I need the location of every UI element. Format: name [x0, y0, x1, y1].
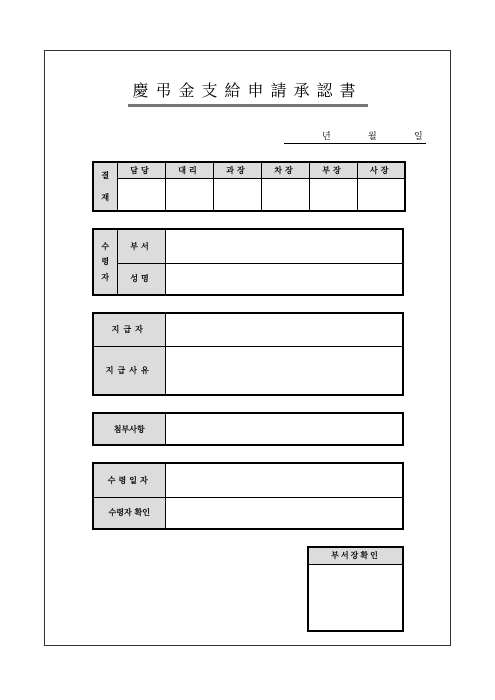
title-underline — [128, 104, 368, 107]
recipient-side-label — [93, 229, 117, 295]
stamp-label: 부서장확인 — [308, 547, 403, 564]
stamp-box — [307, 546, 404, 632]
receipt-date-field[interactable] — [165, 463, 403, 497]
receipt-table — [92, 462, 404, 530]
date-row — [284, 129, 426, 144]
approval-sign-cell[interactable] — [357, 178, 405, 211]
recipient-side-char-2: 령 — [101, 257, 110, 267]
receipt-confirm-field[interactable] — [165, 497, 403, 529]
approval-col-department-head: 부장 — [309, 162, 357, 178]
approval-sign-cell[interactable] — [117, 178, 165, 211]
payer-label: 지급자 — [93, 313, 165, 346]
document-title: 慶弔金支給申請承認書 — [132, 81, 363, 100]
name-field[interactable] — [165, 263, 403, 295]
approval-table — [92, 161, 406, 212]
approval-sign-cell[interactable] — [261, 178, 309, 211]
recipient-side-char-3: 자 — [101, 272, 110, 282]
approval-col-section-chief: 과장 — [213, 162, 261, 178]
approval-sign-cell[interactable] — [309, 178, 357, 211]
approval-sign-cell[interactable] — [165, 178, 213, 211]
receipt-date-label: 수령일자 — [93, 463, 165, 497]
department-field[interactable] — [165, 229, 403, 263]
payment-table — [92, 312, 404, 396]
reason-field[interactable] — [165, 346, 403, 395]
attachment-label: 첨부사항 — [93, 413, 165, 445]
date-year-label: 년 — [322, 132, 331, 142]
attachment-field[interactable] — [165, 413, 403, 445]
approval-side-label — [93, 162, 117, 211]
stamp-field[interactable] — [308, 564, 403, 631]
receipt-confirm-label: 수령자 확인 — [93, 497, 165, 529]
payer-field[interactable] — [165, 313, 403, 346]
attachment-table — [92, 412, 404, 446]
date-day-label: 일 — [414, 132, 423, 142]
date-month-label: 월 — [368, 132, 377, 142]
recipient-side-char-1: 수 — [101, 242, 110, 252]
approval-side-char-1: 결 — [101, 171, 110, 181]
approval-col-staff: 담당 — [117, 162, 165, 178]
recipient-table — [92, 228, 404, 296]
approval-side-char-2: 재 — [101, 192, 110, 202]
approval-sign-cell[interactable] — [213, 178, 261, 211]
approval-col-president: 사장 — [357, 162, 405, 178]
approval-col-deputy-head: 차장 — [261, 162, 309, 178]
department-label: 부서 — [117, 229, 165, 263]
reason-label: 지급사유 — [93, 346, 165, 395]
name-label: 성명 — [117, 263, 165, 295]
approval-col-assistant-manager: 대리 — [165, 162, 213, 178]
